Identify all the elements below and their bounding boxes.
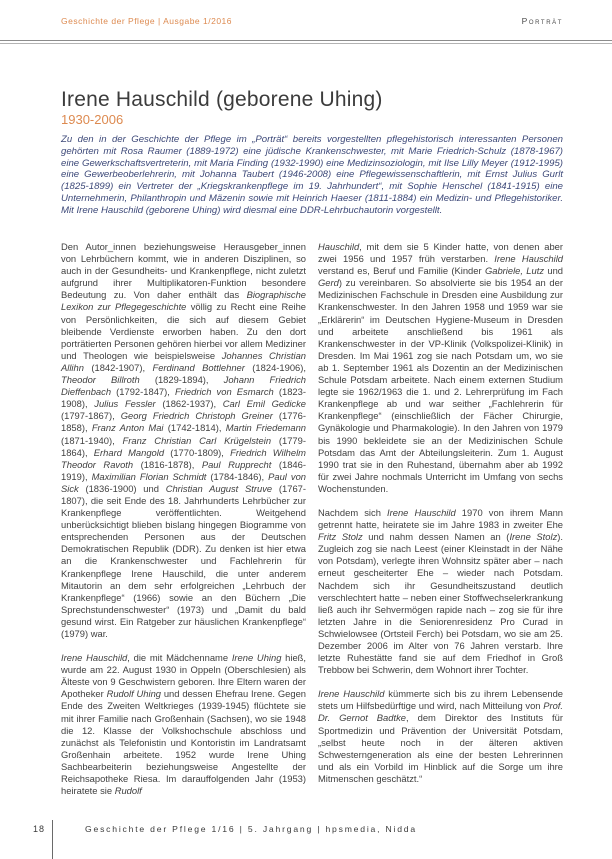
body-text: (1824-1906),	[244, 361, 306, 373]
paragraph	[61, 241, 306, 640]
paragraph	[61, 652, 306, 797]
emphasized-text: Gabriele, Lutz	[484, 265, 545, 277]
emphasized-text: Hauschild	[318, 241, 360, 252]
emphasized-text: Rudolf	[114, 785, 142, 797]
emphasized-text: Julius Fessler	[94, 398, 156, 410]
emphasized-text: Friedrich von Esmarch	[174, 386, 274, 398]
body-text: , mit dem sie 5 Kinder hatte, von denen aber zwei 1956 und 1957 früh verstarben.	[318, 241, 563, 265]
emphasized-text: Theodor Billroth	[61, 374, 140, 386]
emphasized-text: Irene Uhing	[231, 652, 282, 664]
body-text: und dessen Ehefrau Irene. Gegen Ende des Zweiten Weltkrieges (1939-1945) flüchtete sie mit ihrer Familie nach Großenhain (Sachsen), wo sie 1948 die 12. Klasse der Volkshochschule abschloss und zunächst als Telefonistin und Kontoristin im Landratsamt Großenhain arbeitete. 1952 wurde Irene Uhing Sachbearbeiterin beziehungsweise Angestellte der Reichsapotheke Riesa. Im darauffolgenden Jahr (1953) heiratete sie	[61, 688, 307, 797]
emphasized-text: Irene Hauschild	[61, 652, 128, 664]
body-text: verstand es, Beruf und Familie (Kinder	[318, 265, 485, 277]
emphasized-text: Paul von Sick	[61, 470, 306, 494]
body-text: völlig zu Recht eine Reihe von Persönlichkeiten, die sich auf diesem Gebiet bleibende Verdienste erworben haben. Zu den dort porträtierten Personen gehören hierbei vor allem Mediziner und Theologen wie beispielsweise	[61, 301, 306, 361]
emphasized-text: Paul Rupprecht	[201, 458, 272, 470]
body-text: (1742-1814),	[163, 422, 226, 434]
body-text: (1816-1878),	[133, 458, 202, 470]
body-text: (1767-1807), die seit Ende des 18. Jahrhunderts Lehrbücher zur Krankenpflege veröffentlichten. Weitgehend unberücksichtigt blieben bislang hingegen Biogramme von entsprechenden Personen aus der Deutschen Demokratischen Republik (DDR). Zu denken ist hier etwa an die Krankenschwester und Fachlehrerin für Krankenpflege Irene Hauschild, die unter anderem Mitautorin an dem sehr erfolgreichen „Lehrbuch der Krankenpflege“ (1966) sowie an den Büchern „Die Sprechstundenschwester“ (1973) und „Damit du bald gesund wirst. Ein Ratgeber zur häuslichen Krankenpflege“ (1979) war.	[61, 482, 306, 639]
emphasized-text: Christian August Struve	[165, 482, 273, 494]
emphasized-text: Prof. Dr. Gernot Badtke	[318, 700, 563, 724]
emphasized-text: Irene Hauschild	[387, 506, 456, 518]
body-text: (1770-1809),	[164, 446, 231, 458]
emphasized-text: Biographische Lexikon zur Pflegegeschichte	[61, 289, 306, 313]
body-text: hieß, wurde am 22. August 1930 in Oppeln (Oberschlesien) als Älteste von 9 Geschwistern geboren. Ihre Eltern waren der Apotheker	[61, 652, 306, 700]
right-column	[318, 241, 563, 809]
emphasized-text: Irene Hauschild	[318, 688, 385, 700]
emphasized-text: Ferdinand Bottlehner	[152, 361, 245, 373]
paragraph	[318, 507, 563, 676]
paragraph	[318, 688, 563, 785]
emphasized-text: Gerd	[318, 277, 339, 289]
left-column	[61, 241, 306, 809]
header-divider-rule	[0, 40, 612, 44]
footer-divider	[52, 820, 53, 859]
footer-journal-info: Geschichte der Pflege 1/16 | 5. Jahrgang | hpsmedia, Nidda	[85, 824, 417, 834]
body-text: (1792-1847),	[111, 386, 175, 398]
body-text: ). Zugleich zog sie nach Leest (einer Kleinstadt in der Nähe von Potsdam), verlegte ihren Wohnsitz später aber – nach erneut gescheiterter Ehe – wieder nach Potsdam. Nachdem sich ihr Gesundheitszustand deutlich verschlechtert hatte – neben einer Stoffwechselerkrankung ließ auch ihr Sehvermögen rapide nach – zog sie für ihre letzten Jahre in die Seniorenresidenz Pro Curad in Schwielowsee (Ortsteil Ferch) bei Potsdam, wo sie am 25. Dezember 2006 im Alter von 76 Jahren verstarb. Ihre letzte Ruhestätte fand sie auf dem Friedhof in Groß Trebbow bei Schwerin, dem Wohnort ihrer Tochter.	[318, 531, 563, 676]
page-header	[61, 16, 563, 26]
article-body	[61, 241, 563, 809]
body-text: (1776-1858),	[61, 410, 306, 434]
body-text: ) zu vereinbaren. So absolvierte sie bis 1954 an der Medizinischen Fachschule in Dresden eine Ausbildung zur Krankenschwester. In den Jahren 1958 und 1959 war sie „Erklärerin“ im Deutschen Hygiene-Museum in Dresden und arbeitete anschließend bis 1961 als Krankenschwester in der VP-Klinik (Volkspolizei-Klinik) in Dresden. Im Mai 1961 zog sie nach Potsdam um, wo sie ab 1. September 1961 als Dozentin an der Medizinischen Schule Potsdam arbeitete. Nach einem externen Studium legte sie 1962/1963 die 1. und 2. Lehrerprüfung im Fach Krankenpflege ab und war seither „Fachlehrerin für Krankenpflege“ (einschließlich der Fächer Chirurgie, Gynäkologie und Pharmakologie). In den Jahren von 1979 bis 1990 bekleidete sie an der Medizinischen Schule Potsdam das Amt der Abteilungsleiterin. Zum 1. August 1990 trat sie in den Ruhestand, übernahm aber ab 1992 für zwei Jahre nochmals Unterricht im Umfang von sechs Wochenstunden.	[318, 277, 563, 494]
body-text: (1797-1867),	[61, 410, 121, 422]
emphasized-text: Franz Christian Carl Krügelstein	[122, 434, 272, 446]
journal-issue-label: Geschichte der Pflege | Ausgabe 1/2016	[61, 16, 233, 26]
emphasized-text: Rudolf Uhing	[106, 688, 162, 700]
body-text: Nachdem sich	[318, 506, 388, 518]
emphasized-text: Johannes Christian Allihn	[61, 349, 306, 373]
page-number: 18	[33, 824, 46, 834]
emphasized-text: Maximilian Florian Schmidt	[91, 470, 207, 482]
section-label: Porträt	[521, 16, 563, 26]
body-text: kümmerte sich bis zu ihrem Lebensende stets um Hilfsbedürftige und wird, nach Mitteilung von	[318, 688, 563, 712]
intro-abstract: Zu den in der Geschichte der Pflege im „Porträt“ bereits vorgestellten pflegehistorisch interessanten Personen gehörten mit Rosa Raumer (1889-1972) eine jüdische Krankenschwester, mit Marie Friedrich-Schulz (1878-1967) eine Gewerkschaftsvertreterin, mit Maria Finding (1932-1990) eine Medizinsoziologin, mit Ilse Lilly Meyer (1912-1995) eine Gewerbeoberlehrerin, mit Johanna Taubert (1946-2008) eine Pflegewissenschaftlerin, mit Ernst Julius Gurlt (1825-1899) ein Vertreter der „Kriegskrankenpflege im 19. Jahrhundert“, mit Sophie Henschel (1841-1915) eine Unternehmerin, Philanthropin und Mäzenin sowie mit Heinrich Haeser (1811-1884) ein Medizin- und Pflegehistoriker. Mit Irene Hauschild (geborene Uhing) wird diesmal eine DDR-Lehrbuchautorin vorgestellt.	[61, 134, 563, 216]
body-text: , die mit Mädchenname	[127, 652, 232, 664]
body-text: (1836-1900) und	[78, 482, 166, 494]
body-text: Den Autor_innen beziehungsweise Herausgeber_innen von Lehrbüchern kommt, wie in anderen Disziplinen, so auch in der Gesundheits- und Krankenpflege, nicht zuletzt aufgrund ihrer Multiplikatoren-Funktion besondere Bedeutung zu. Von daher enthält das	[61, 241, 306, 301]
emphasized-text: Irene Hauschild	[494, 253, 564, 265]
body-text: und nahm dessen Namen an (	[362, 531, 510, 543]
emphasized-text: Erhard Mangold	[93, 446, 165, 458]
emphasized-text: Carl Emil Gedicke	[222, 398, 306, 410]
emphasized-text: Franz Anton Mai	[91, 422, 164, 434]
emphasized-text: Irene Stolz	[509, 531, 558, 543]
body-text: 1970 von ihrem Mann getrennt hatte, heiratete sie im Jahre 1983 in zweiter Ehe	[318, 506, 563, 531]
paragraph	[318, 241, 563, 495]
emphasized-text: Fritz Stolz	[318, 531, 363, 543]
emphasized-text: Johann Friedrich Dieffenbach	[61, 374, 306, 398]
body-text: (1823-1908),	[61, 386, 306, 410]
body-text: (1871-1940),	[61, 434, 123, 446]
article-life-years: 1930-2006	[61, 112, 124, 127]
body-text: (1784-1846),	[206, 470, 269, 482]
body-text: (1846-1919),	[61, 458, 306, 482]
body-text: (1829-1894),	[139, 374, 224, 386]
body-text: (1779-1864),	[61, 434, 306, 458]
body-text: , dem Direktor des Instituts für Sportmedizin und Prävention der Universität Potsdam, „selbst heute noch in der älteren aktiven Schwesterngeneration als eine der besten Lehrerinnen und als ein Vorbild im Hinblick auf die Sorge um ihre Mitmenschen geschätzt.“	[318, 712, 563, 784]
emphasized-text: Martin Friedemann	[225, 422, 306, 434]
emphasized-text: Friedrich Wilhelm Theodor Ravoth	[61, 446, 306, 470]
body-text: und	[544, 265, 564, 277]
body-text: (1842-1907),	[83, 361, 153, 373]
article-title: Irene Hauschild (geborene Uhing)	[61, 88, 383, 111]
body-text: (1862-1937),	[155, 398, 223, 410]
emphasized-text: Georg Friedrich Christoph Greiner	[120, 410, 273, 422]
